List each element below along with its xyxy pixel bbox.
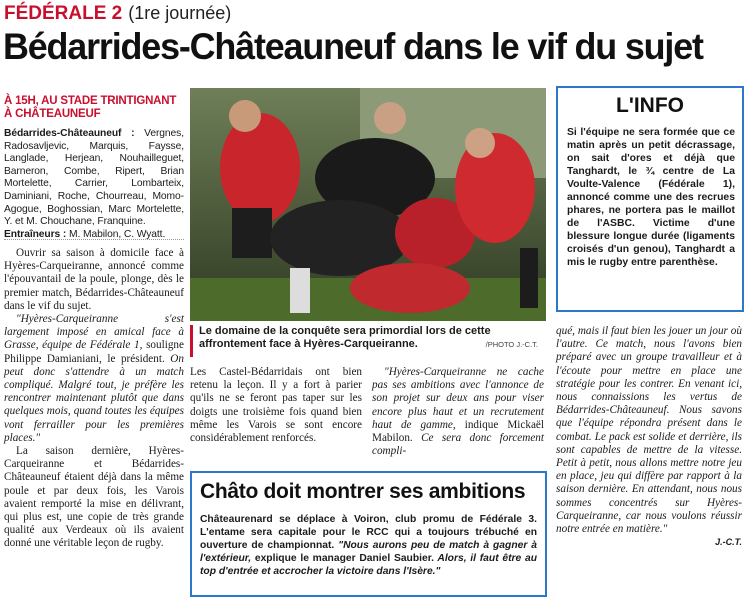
lineup-block xyxy=(4,128,184,241)
column-2 xyxy=(190,366,362,445)
info-box xyxy=(556,86,744,312)
venue-subhead: À 15H, AU STADE TRINTIGNANT À CHÂTEAUNEUF xyxy=(4,95,177,120)
col3-quote-2: Ce sera donc forcement compli- xyxy=(372,432,544,458)
column-1 xyxy=(4,247,184,551)
coach-label: Entraîneurs : xyxy=(4,228,67,240)
col1-para-3: La saison dernière, Hyères-Carqueiranne et Bédarrides-Châteauneuf étaient déjà dans la même poule et par deux fois, les Varois avaient remporté la mise en délivrant, qui plus est, une copie de très grande qualité aux Verdeaux où ils avaient donné une véritable leçon de rugby. xyxy=(4,445,184,550)
signature: J.-C.T. xyxy=(715,537,742,548)
col3-para xyxy=(372,366,544,458)
headline: Bédarrides-Châteauneuf dans le vif du sujet xyxy=(3,26,703,67)
info-title: L'INFO xyxy=(616,94,684,117)
coach-names: M. Mabilon, C. Wyatt. xyxy=(68,228,166,240)
chato-box xyxy=(190,471,547,597)
column-4 xyxy=(556,325,742,549)
col2-para: Les Castel-Bédarridais ont bien retenu la leçon. Il y a fort à parier qu'ils ne se feront pas taper sur les doigts une troisième fois quand bien même les Varois se sont encore considérablement renforcés. xyxy=(190,366,362,445)
kicker xyxy=(4,3,231,25)
team-players: Vergnes, Radosavljevic, Marquis, Faysse, Langlade, Herjean, Nouhailleguet, Barneron, Combe, Ripert, Brian Mortelette, Carrier, Lombarteix, Daminiani, Roche, Chourreau, Momo-Agogue, Boghossian, Marc Mortelette, Y. et M. Chouchane, Franquine. xyxy=(4,128,184,228)
col4-para: qué, mais il faut bien les jouer un jour où l'autre. Ce match, nous l'avons bien préparé avec un groupe travailleur et à l'écoute pour mettre en place une stratégie pour les contrer. En venant ici, nous connaissions les vertus de Bédarrides-Châteauneuf. Nous savons que l'équipe répondra présent dans le combat. Le pack est solide et derrière, ils sont capables de mettre de la vitesse. Petit à petit, nous allons mettre notre jeu en place, jeu qui diffère par rapport à la saison dernière. En attendant, nous nous sommes concentrés sur Hyères-Carqueiranne, car nous voulons réussir notre entrée en matière." xyxy=(556,325,742,536)
scrum-image xyxy=(190,88,546,321)
col1-quote-2: On peut donc s'attendre à un match compliqué. Malgré tout, je préfère les rencontrer maintenant plutôt que dans quelques mois, quand toutes les équipes vont ferrailler pour les premières places." xyxy=(4,352,184,444)
col3-quote: "Hyères-Carqueiranne ne cache pas ses ambitions avec l'annonce de son projet sur deux ans pour viser encore plus haut et un recrutement haut de gamme, xyxy=(372,366,544,431)
caption-bar xyxy=(190,325,193,357)
round-label: (1re journée) xyxy=(128,3,232,23)
chato-quote-2: Alors, il faut être au top d'entrée et accrocher la victoire dans l'Isère." xyxy=(200,553,538,577)
col1-attrib: souligne Philippe Damianiani, le président. xyxy=(4,339,184,365)
photo-caption xyxy=(190,322,546,360)
chato-text-1: Châteaurenard se déplace à Voiron, club promu de Fédérale 3. L'entame sera capitale pour le RCC qui a toujours trébuché en ouverture de championnat. xyxy=(200,514,537,551)
caption-text: Le domaine de la conquête sera primordial lors de cette affrontement face à Hyères-Carqueiranne. xyxy=(199,325,491,350)
column-3 xyxy=(372,366,544,458)
league-label: FÉDÉRALE 2 xyxy=(4,3,123,24)
team-label: Bédarrides-Châteauneuf : xyxy=(4,128,135,139)
chato-quote-1: "Nous aurons peu de match à gagner à l'extérieur, xyxy=(200,540,537,564)
chato-title: Châto doit montrer ses ambitions xyxy=(200,480,526,503)
photo-credit: /PHOTO J.-C.T. xyxy=(485,340,538,349)
col1-para-2 xyxy=(4,313,184,445)
col1-quote-1: "Hyères-Carqueiranne s'est largement imposé en amical face à Grasse, équipe de Fédérale 1, xyxy=(4,313,184,352)
lineup-separator xyxy=(4,239,184,240)
col3-attrib: indique Mickaël Mabilon. xyxy=(372,418,544,445)
chato-text-2: explique le manager Daniel Saubier. xyxy=(251,553,435,564)
info-body: Si l'équipe ne sera formée que ce matin après un petit décrassage, on sait d'ores et déjà que Tanghardt, le ¾ centre de La Voulte-Valence (Fédérale 1), annoncé comme une des recrues phares, ne portera pas le maillot de l'ASBC. Victime d'une blessure longue durée (ligaments croisés d'un genou), Tanghardt a mis le rugby entre parenthèse. xyxy=(567,127,735,268)
rugby-photo xyxy=(190,88,546,321)
chato-body xyxy=(200,513,537,578)
col1-para-1: Ouvrir sa saison à domicile face à Hyères-Carqueiranne, annoncé comme l'épouvantail de la poule, plonge, dès le premier match, Bédarrides-Châteauneuf dans le vif du sujet. xyxy=(4,247,184,312)
